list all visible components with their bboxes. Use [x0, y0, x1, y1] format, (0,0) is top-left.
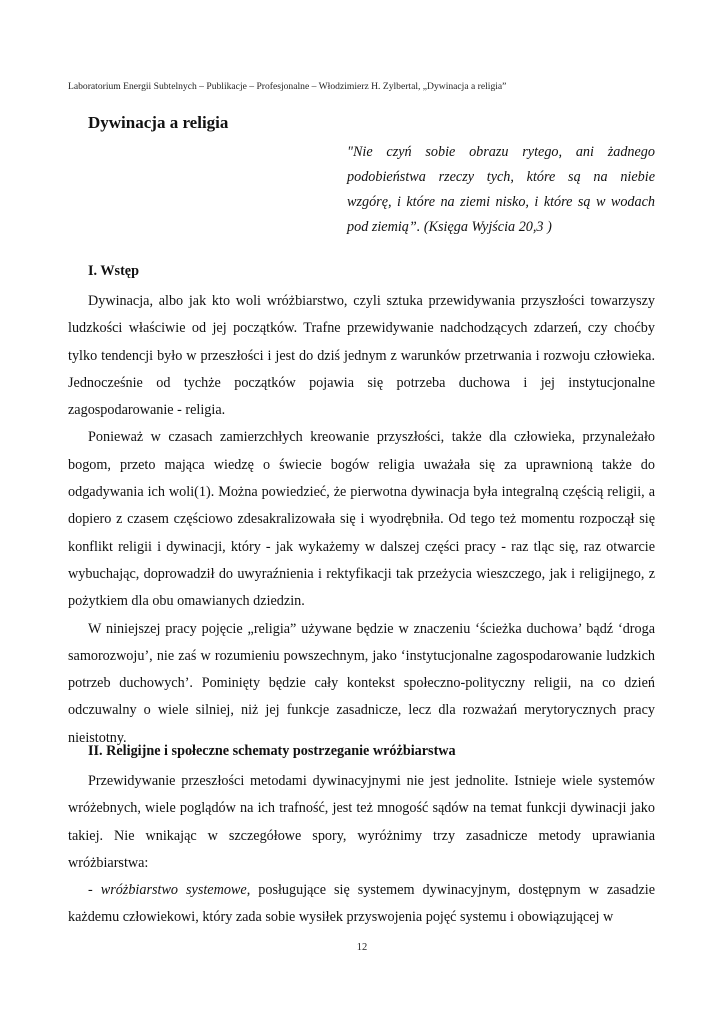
epigraph-line: podobieństwa rzeczy tych, które są na niebie — [347, 169, 655, 185]
document-title: Dywinacja a religia — [88, 113, 229, 132]
paragraph: Ponieważ w czasach zamierzchłych kreowanie przyszłości, także dla człowieka, przynależało bogom, przeto mająca wiedzę o świecie bogów religia uważała się za uprawnioną także do odgadywania ich woli(1). Można powiedzieć, że pierwotna dywinacja była integralną częścią religii, a dopiero z czasem częściowo zdesakralizowała się i wyodrębniła. Od tego też momentu rozpoczął się konflikt religii i dywinacji, który - jak wykażemy w dalszej części pracy - raz tląc się, raz otwarcie wybuchając, doprowadził do uwyraźnienia i rektyfikacji tak przeżycia wieszczego, jak i religijnego, z pożytkiem dla obu omawianych dziedzin. — [68, 429, 655, 610]
paragraph: Przewidywanie przeszłości metodami dywinacyjnymi nie jest jednolite. Istnieje wiele systemów wróżebnych, wiele poglądów na ich trafność, jest też mnogość sądów na temat funkcji dywinacji jako takiej. Nie wnikając w szczegółowe spory, wyróżnimy trzy zasadnicze metody uprawiania wróżbiarstwa: — [68, 773, 655, 871]
section-introduction-body — [68, 288, 655, 752]
paragraph: W niniejszej pracy pojęcie „religia” używane będzie w znaczeniu ‘ścieżka duchowa’ bądź ‘droga samorozwoju’, nie zaś w rozumieniu powszechnym, jako ‘instytucjonalne zagospodarowanie ludzkich potrzeb duchowych’. Pominięty będzie cały kontekst społeczno-polityczny religii, na co dzień odczuwalny o wiele silniej, niż jej funkcje zasadnicze, lecz dla rozważań merytorycznych pracy nieistotny. — [68, 620, 655, 746]
paragraph: Dywinacja, albo jak kto woli wróżbiarstwo, czyli sztuka przewidywania przyszłości towarzyszy ludzkości właściwie od jej początków. Trafne przewidywanie nadchodzących zdarzeń, czy choćby tylko tendencji było w przeszłości i jest do dziś jednym z warunków przetrwania i rozwoju człowieka. Jednocześnie od tychże początków pojawia się potrzeba duchowa i jej instytucjonalne zagospodarowanie - religia. — [68, 293, 655, 419]
page-number: 12 — [356, 942, 368, 953]
list-item-text: , posługujące się systemem dywinacyjnym, dostępnym w zasadzie każdemu człowiekowi, który zada sobie wysiłek przyswojenia pojęć systemu i obowiązującej w — [68, 882, 655, 926]
list-item — [68, 877, 655, 932]
section-heading-schemes: II. Religijne i społeczne schematy postrzeganie wróżbiarstwa — [88, 743, 456, 759]
epigraph-line: pod ziemią”. (Księga Wyjścia 20,3 ) — [347, 219, 552, 235]
section-heading-introduction: I. Wstęp — [88, 263, 139, 279]
epigraph-line: wzgórę, i które na ziemi nisko, i które są w wodach — [347, 194, 655, 210]
epigraph-quote — [347, 140, 655, 240]
running-header: Laboratorium Energii Subtelnych – Publikacje – Profesjonalne – Włodzimierz H. Zylbertal, „Dywinacja a religia” — [68, 81, 507, 92]
list-item-term: wróżbiarstwo systemowe — [100, 882, 247, 899]
epigraph-line: "Nie czyń sobie obrazu rytego, ani żadnego — [347, 144, 655, 160]
list-item-prefix: - — [88, 882, 101, 899]
section-schemes-body — [68, 768, 655, 932]
